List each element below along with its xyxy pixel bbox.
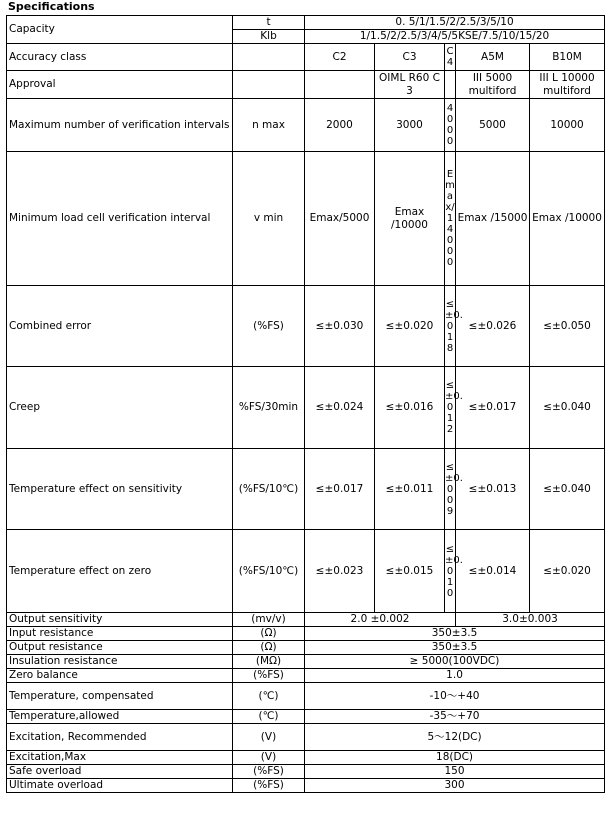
cell-b10m: III L 10000 multiford (530, 71, 605, 99)
specifications-table (6, 15, 605, 793)
row-value: -35～+70 (305, 710, 605, 724)
output-sensitivity-ab: 3.0±0.003 (456, 613, 605, 627)
row-unit: (V) (233, 724, 305, 751)
table-row (7, 613, 605, 627)
row-label: Input resistance (7, 627, 233, 641)
row-label: Ultimate overload (7, 779, 233, 793)
cell-b10m: Emax /10000 (530, 152, 605, 286)
cell-unit: %FS/30min (233, 367, 305, 449)
table-row (7, 669, 605, 683)
capacity-values-klb: 1/1.5/2/2.5/3/4/5/5KSE/7.5/10/15/20 (305, 30, 605, 44)
row-value: ≥ 5000(100VDC) (305, 655, 605, 669)
row-label: Excitation, Recommended (7, 724, 233, 751)
cell-c3: ≤±0.016 (375, 367, 445, 449)
row-label: Insulation resistance (7, 655, 233, 669)
table-row (7, 641, 605, 655)
table-row (7, 683, 605, 710)
table-row (7, 16, 605, 30)
cell-c2: 2000 (305, 99, 375, 152)
cell-c3: 3000 (375, 99, 445, 152)
cell-a5m: ≤±0.014 (456, 530, 530, 613)
capacity-values-t: 0. 5/1/1.5/2/2.5/3/5/10 (305, 16, 605, 30)
output-sensitivity-label: Output sensitivity (7, 613, 233, 627)
cell-b10m: ≤±0.040 (530, 449, 605, 530)
row-label: Safe overload (7, 765, 233, 779)
table-row (7, 751, 605, 765)
row-unit: (℃) (233, 683, 305, 710)
cell-b10m: ≤±0.050 (530, 286, 605, 367)
temp-sensitivity-label: Temperature effect on sensitivity (7, 449, 233, 530)
row-unit: (Ω) (233, 627, 305, 641)
row-unit: (℃) (233, 710, 305, 724)
cell-a5m: 5000 (456, 99, 530, 152)
capacity-unit-t: t (233, 16, 305, 30)
cell-c3: C3 (375, 44, 445, 71)
cell-c4: ≤±0.010 (445, 530, 456, 613)
table-row (7, 779, 605, 793)
accuracy-label: Accuracy class (7, 44, 233, 71)
row-unit: (%FS) (233, 779, 305, 793)
table-row (7, 44, 605, 71)
cell-a5m: A5M (456, 44, 530, 71)
cell-c2: C2 (305, 44, 375, 71)
cell-a5m: ≤±0.017 (456, 367, 530, 449)
cell-c2: ≤±0.024 (305, 367, 375, 449)
cell-a5m: ≤±0.013 (456, 449, 530, 530)
cell-a5m: Emax /15000 (456, 152, 530, 286)
cell-c4: 4000 (445, 99, 456, 152)
cell-c4: ≤±0.012 (445, 367, 456, 449)
table-row (7, 99, 605, 152)
cell-c3: OIML R60 C 3 (375, 71, 445, 99)
cell-empty (233, 44, 305, 71)
cell-c3: ≤±0.015 (375, 530, 445, 613)
cell-c3: Emax /10000 (375, 152, 445, 286)
cell-b10m: B10M (530, 44, 605, 71)
cell-b10m: 10000 (530, 99, 605, 152)
cell-unit: (%FS) (233, 286, 305, 367)
temp-zero-label: Temperature effect on zero (7, 530, 233, 613)
approval-label: Approval (7, 71, 233, 99)
table-row (7, 765, 605, 779)
cell-empty (233, 71, 305, 99)
table-row (7, 286, 605, 367)
output-sensitivity-c: 2.0 ±0.002 (305, 613, 456, 627)
max-intervals-label: Maximum number of verification intervals (7, 99, 233, 152)
table-row (7, 655, 605, 669)
row-value: 350±3.5 (305, 641, 605, 655)
cell-b10m: ≤±0.040 (530, 367, 605, 449)
row-unit: (%FS) (233, 669, 305, 683)
cell-a5m: III 5000 multiford (456, 71, 530, 99)
row-value: 150 (305, 765, 605, 779)
table-row (7, 530, 605, 613)
cell-c2: ≤±0.023 (305, 530, 375, 613)
row-value: 18(DC) (305, 751, 605, 765)
row-label: Output resistance (7, 641, 233, 655)
cell-empty (445, 71, 456, 99)
row-label: Temperature,allowed (7, 710, 233, 724)
cell-c4: ≤±0.018 (445, 286, 456, 367)
row-label: Excitation,Max (7, 751, 233, 765)
table-row (7, 152, 605, 286)
cell-c2: Emax/5000 (305, 152, 375, 286)
creep-label: Creep (7, 367, 233, 449)
row-label: Zero balance (7, 669, 233, 683)
table-row (7, 449, 605, 530)
min-interval-label: Minimum load cell verification interval (7, 152, 233, 286)
cell-unit: (%FS/10℃) (233, 530, 305, 613)
cell-unit: v min (233, 152, 305, 286)
capacity-unit-klb: Klb (233, 30, 305, 44)
row-value: 1.0 (305, 669, 605, 683)
cell-c4: ≤±0.009 (445, 449, 456, 530)
row-unit: (MΩ) (233, 655, 305, 669)
row-unit: (Ω) (233, 641, 305, 655)
cell-a5m: ≤±0.026 (456, 286, 530, 367)
capacity-label: Capacity (7, 16, 233, 44)
row-value: 350±3.5 (305, 627, 605, 641)
page-title: Specifications (8, 0, 95, 13)
row-value: 300 (305, 779, 605, 793)
cell-c4: Emax/14000 (445, 152, 456, 286)
cell-c2: ≤±0.030 (305, 286, 375, 367)
table-row (7, 627, 605, 641)
cell-empty (305, 71, 375, 99)
cell-unit: n max (233, 99, 305, 152)
table-row (7, 724, 605, 751)
row-value: 5～12(DC) (305, 724, 605, 751)
combined-error-label: Combined error (7, 286, 233, 367)
cell-unit: (mv/v) (233, 613, 305, 627)
cell-c3: ≤±0.020 (375, 286, 445, 367)
cell-b10m: ≤±0.020 (530, 530, 605, 613)
table-row (7, 710, 605, 724)
table-row (7, 71, 605, 99)
cell-c2: ≤±0.017 (305, 449, 375, 530)
cell-c3: ≤±0.011 (375, 449, 445, 530)
cell-unit: (%FS/10℃) (233, 449, 305, 530)
cell-c4: C 4 (445, 44, 456, 71)
row-unit: (V) (233, 751, 305, 765)
table-row (7, 367, 605, 449)
row-unit: (%FS) (233, 765, 305, 779)
row-value: -10～+40 (305, 683, 605, 710)
row-label: Temperature, compensated (7, 683, 233, 710)
